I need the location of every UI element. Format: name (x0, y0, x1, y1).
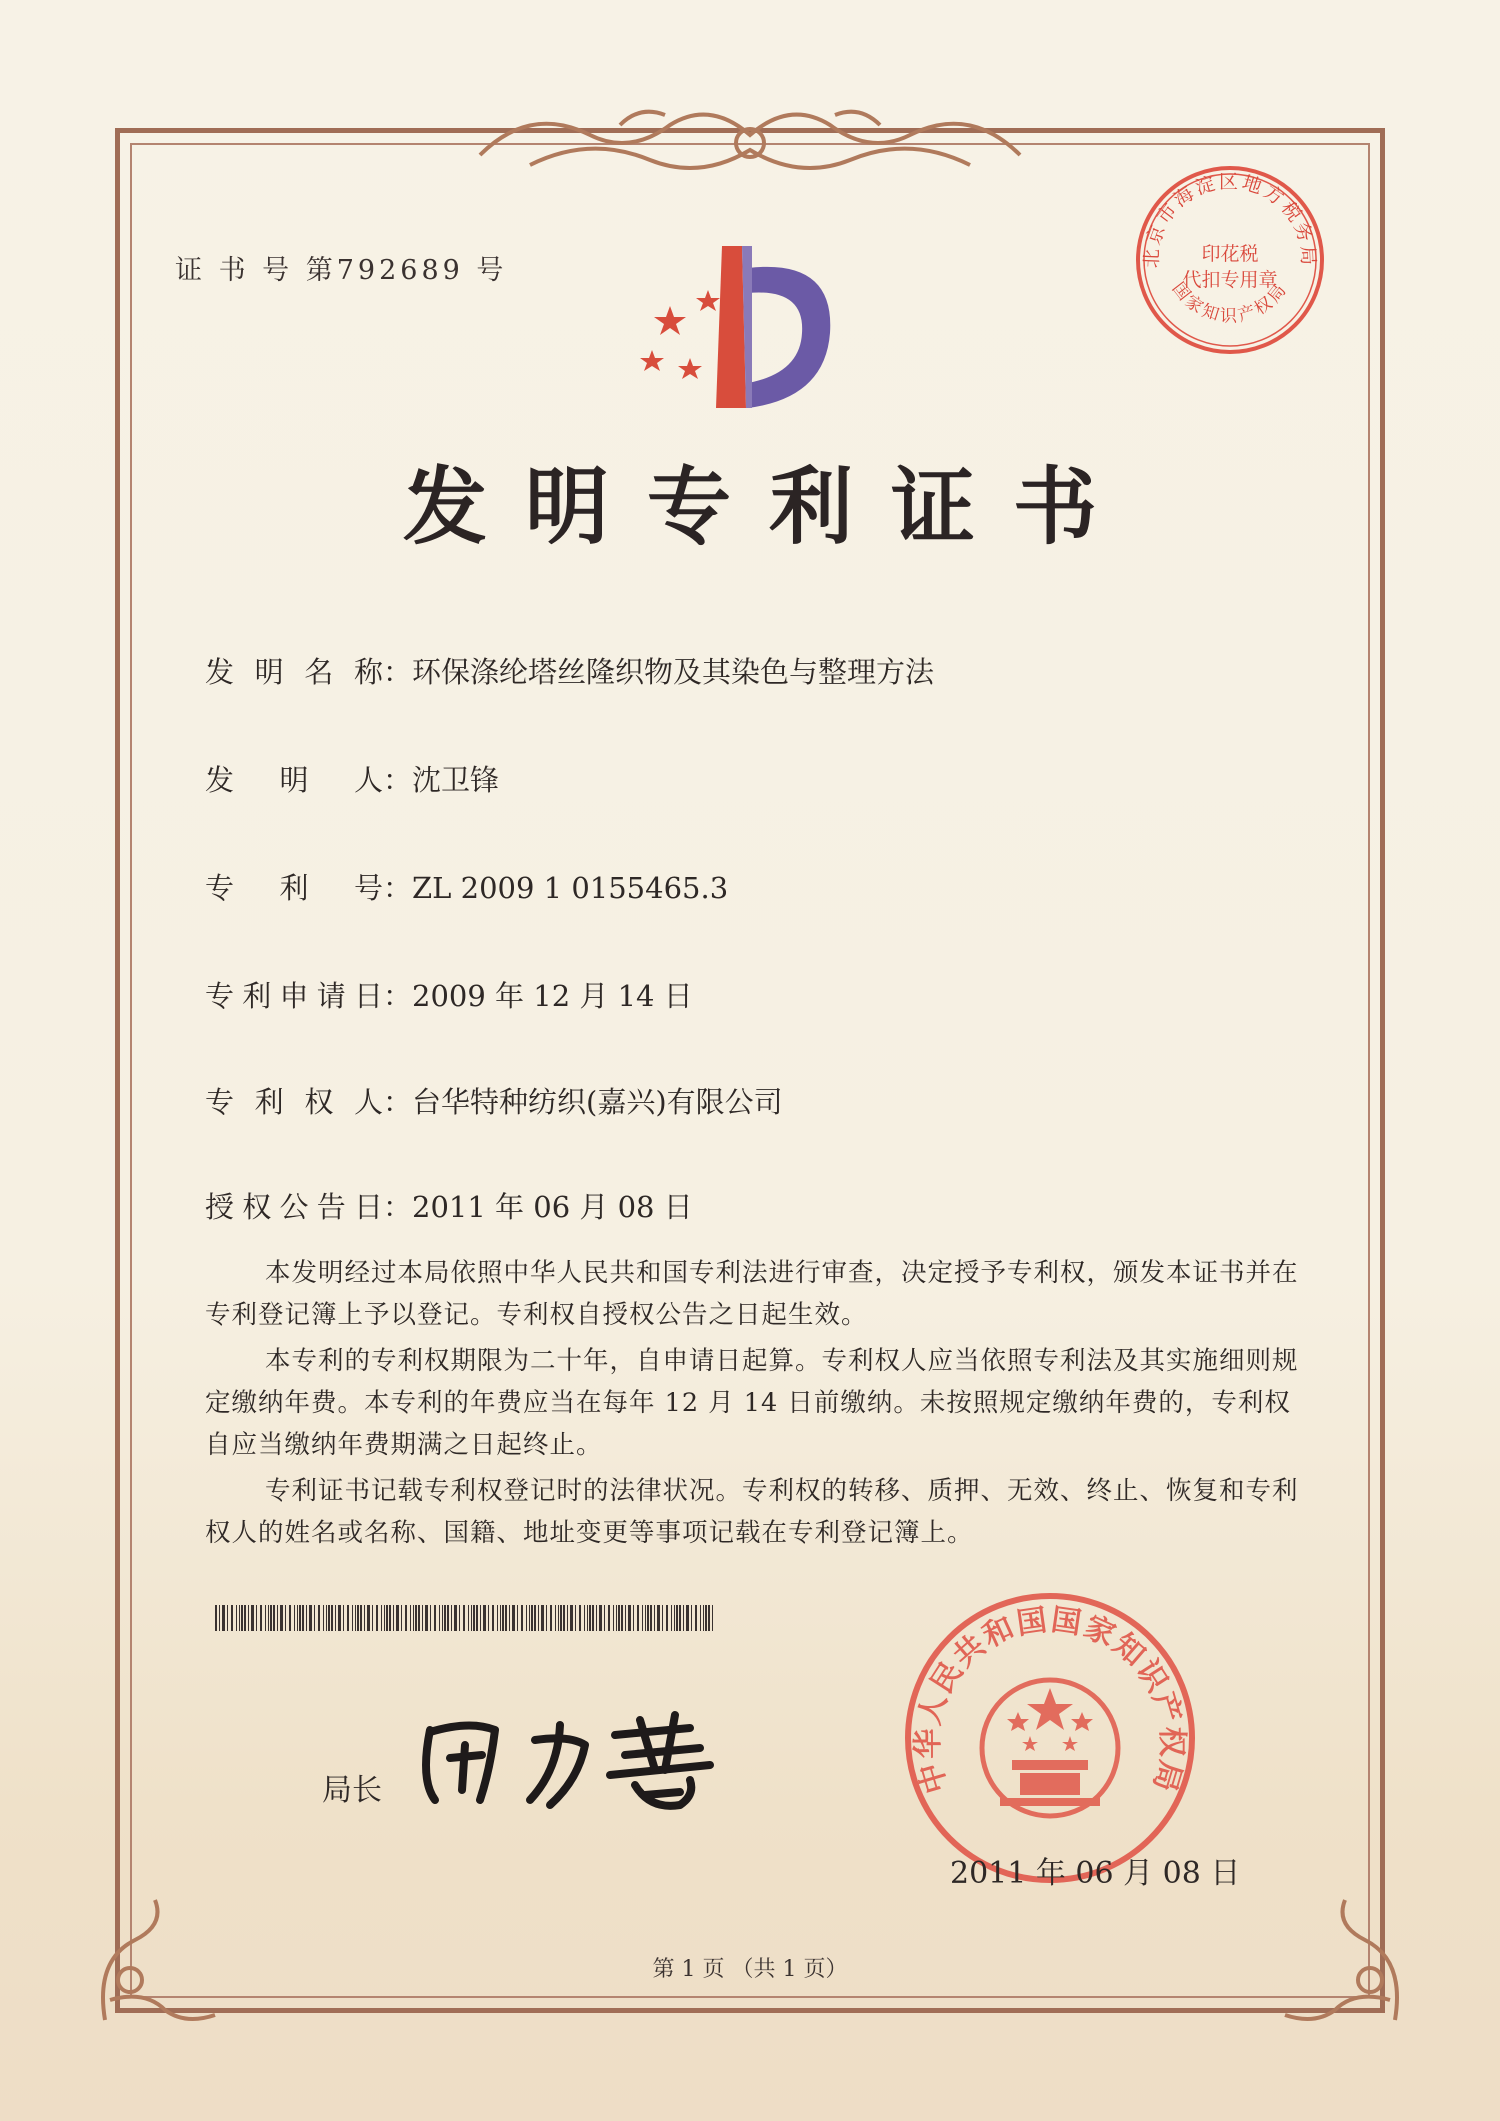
barcode-bar (422, 1605, 423, 1631)
barcode-bar (686, 1605, 689, 1631)
barcode-bar (347, 1605, 349, 1631)
barcode-bar (550, 1605, 552, 1631)
barcode-bar (227, 1605, 228, 1631)
tax-stamp-bottom-text: 国家知识产权局 (1167, 278, 1293, 327)
field-value: ZL 2009 1 0155465.3 (412, 871, 729, 905)
barcode-bar (376, 1605, 378, 1631)
barcode-bar (666, 1605, 668, 1631)
barcode-bar (531, 1605, 533, 1631)
barcode-bar (476, 1605, 478, 1631)
field-value: 环保涤纶塔丝隆织物及其染色与整理方法 (412, 655, 935, 689)
field-grant-date: 授权公告日：2011 年 06 月 08 日 (205, 1185, 693, 1226)
barcode-bar (517, 1605, 518, 1631)
barcode-bar (451, 1605, 452, 1631)
barcode-bar (405, 1605, 407, 1631)
page-number: 第 1 页 （共 1 页） (652, 1957, 848, 1982)
barcode-bar (497, 1605, 498, 1631)
barcode-bar (671, 1605, 672, 1631)
barcode-bar (215, 1605, 217, 1631)
barcode-bar (447, 1605, 449, 1631)
barcode-bar (529, 1605, 530, 1631)
barcode-bar (650, 1605, 652, 1631)
barcode-bar (418, 1605, 420, 1631)
barcode-bar (674, 1605, 675, 1631)
barcode-bar (326, 1605, 327, 1631)
barcode-bar (700, 1605, 701, 1631)
barcode-bar (683, 1605, 684, 1631)
barcode-bar (335, 1605, 336, 1631)
tax-stamp (1130, 160, 1330, 360)
barcode-bar (488, 1605, 489, 1631)
barcode-bar (454, 1605, 457, 1631)
barcode-bar (492, 1605, 494, 1631)
barcode-bar (596, 1605, 597, 1631)
barcode-bar (309, 1605, 312, 1631)
barcode-bar (625, 1605, 626, 1631)
barcode-bar (613, 1605, 614, 1631)
barcode-bar (657, 1605, 660, 1631)
barcode-bar (251, 1605, 254, 1631)
barcode-bar (268, 1605, 269, 1631)
field-label: 专利号 (205, 871, 383, 905)
paragraph-legal-status: 专利证书记载专利权登记时的法律状况。专利权的转移、质押、无效、终止、恢复和专利权人的姓名或名称、国籍、地址变更等事项记载在专利登记簿上。 (205, 1476, 1299, 1548)
barcode-bar (463, 1605, 465, 1631)
barcode-bar (541, 1605, 544, 1631)
barcode-bar (367, 1605, 370, 1631)
barcode-bar (244, 1605, 246, 1631)
barcode-bar (434, 1605, 436, 1631)
barcode-bar (248, 1605, 249, 1631)
barcode-bar (386, 1605, 388, 1631)
field-application-date: 专利申请日：2009 年 12 月 14 日 (205, 974, 693, 1015)
certificate-number: 证 书 号 第792689 号 (175, 255, 508, 286)
barcode-bar (219, 1605, 220, 1631)
barcode-bar (270, 1605, 272, 1631)
field-patentee: 专利权人：台华特种纺织(嘉兴)有限公司 (205, 1080, 783, 1121)
barcode-bar (384, 1605, 385, 1631)
barcode-bar (360, 1605, 362, 1631)
paragraph-grant: 本发明经过本局依照中华人民共和国专利法进行审查，决定授予专利权，颁发本证书并在专利登记簿上予以登记。专利权自授权公告之日起生效。 (205, 1258, 1299, 1330)
official-seal-text: 中华人民共和国国家知识产权局 (910, 1602, 1190, 1798)
barcode-bar (618, 1605, 620, 1631)
barcode-bar (280, 1605, 283, 1631)
barcode-bar (534, 1605, 536, 1631)
barcode-bar (587, 1605, 588, 1631)
barcode-bar (712, 1605, 713, 1631)
barcode-bar (691, 1605, 692, 1631)
barcode-bar (331, 1605, 333, 1631)
barcode-bar (616, 1605, 617, 1631)
barcode-bar (555, 1605, 556, 1631)
barcode-bar (355, 1605, 356, 1631)
certificate-title: 发明专利证书 (402, 457, 1135, 556)
barcode-bar (289, 1605, 291, 1631)
barcode-bar (502, 1605, 504, 1631)
field-label: 专利权人 (205, 1085, 383, 1119)
barcode-bar (413, 1605, 414, 1631)
barcode-bar (381, 1605, 382, 1631)
barcode-bar (526, 1605, 527, 1631)
barcode-bar (459, 1605, 460, 1631)
barcode-bar (425, 1605, 428, 1631)
barcode-bar (241, 1605, 243, 1631)
barcode-bar (430, 1605, 431, 1631)
barcode-bar (512, 1605, 515, 1631)
field-label: 发明人 (205, 763, 383, 797)
barcode-bar (471, 1605, 472, 1631)
tax-stamp-center-2: 代扣专用章 (1182, 269, 1278, 291)
barcode-bar (633, 1605, 634, 1631)
field-value: 沈卫锋 (412, 763, 500, 797)
barcode-bar (705, 1605, 707, 1631)
patent-office-logo (630, 238, 860, 428)
barcode-bar (509, 1605, 510, 1631)
barcode-bar (236, 1605, 237, 1631)
barcode-bar (260, 1605, 262, 1631)
barcode-bar (637, 1605, 639, 1631)
barcode-bar (302, 1605, 304, 1631)
barcode-bar (703, 1605, 704, 1631)
field-value: 2009 年 12 月 14 日 (412, 979, 693, 1013)
barcode-bar (444, 1605, 446, 1631)
barcode-bar (222, 1605, 225, 1631)
tax-stamp-ring-text: 北京市海淀区地方税务局 (1140, 171, 1320, 269)
field-label: 专利申请日 (205, 979, 383, 1013)
paragraph-term: 本专利的专利权期限为二十年，自申请日起算。专利权人应当依照专利法及其实施细则规定缴纳年费。本专利的年费应当在每年 12 月 14 日前缴纳。未按照规定缴纳年费的，专利权自应当缴纳年费期满之日起终止。 (205, 1346, 1299, 1460)
barcode-bar (560, 1605, 562, 1631)
field-label: 授权公告日 (205, 1190, 383, 1224)
barcode-bar (306, 1605, 307, 1631)
director-title: 局长 (322, 1773, 382, 1808)
barcode-bar (676, 1605, 678, 1631)
barcode-bar (563, 1605, 565, 1631)
barcode-bar (505, 1605, 507, 1631)
barcode-bar (273, 1605, 275, 1631)
barcode-bar (567, 1605, 568, 1631)
barcode-bar (621, 1605, 623, 1631)
barcode-bar (538, 1605, 539, 1631)
field-value: 2011 年 06 月 08 日 (412, 1190, 693, 1224)
barcode-bar (647, 1605, 649, 1631)
field-label: 发明名称 (205, 655, 383, 689)
barcode-bar (442, 1605, 443, 1631)
barcode-bar (393, 1605, 394, 1631)
barcode-bar (584, 1605, 585, 1631)
barcode-bar (297, 1605, 298, 1631)
barcode-bar (314, 1605, 315, 1631)
barcode-bar (323, 1605, 324, 1631)
barcode-bar (364, 1605, 365, 1631)
barcode-bar (558, 1605, 559, 1631)
barcode-bar (570, 1605, 573, 1631)
field-invention-name: 发明名称：环保涤纶塔丝隆织物及其染色与整理方法 (205, 650, 934, 691)
barcode-bar (480, 1605, 481, 1631)
barcode-bar (389, 1605, 391, 1631)
barcode-bar (473, 1605, 475, 1631)
barcode-bar (468, 1605, 469, 1631)
barcode-bar (654, 1605, 655, 1631)
barcode-bar (294, 1605, 295, 1631)
barcode-bar (396, 1605, 399, 1631)
barcode-bar (662, 1605, 663, 1631)
barcode-bar (695, 1605, 697, 1631)
barcode-bar (642, 1605, 643, 1631)
barcode-bar (439, 1605, 440, 1631)
barcode-bar (256, 1605, 257, 1631)
barcode-bar (401, 1605, 402, 1631)
barcode-bar (318, 1605, 320, 1631)
barcode-bar (521, 1605, 523, 1631)
barcode-bar (708, 1605, 710, 1631)
barcode-bar (500, 1605, 501, 1631)
tax-stamp-center-1: 印花税 (1201, 243, 1259, 265)
barcode-bar (372, 1605, 373, 1631)
barcode-bar (483, 1605, 486, 1631)
barcode-bar (679, 1605, 681, 1631)
barcode-bar (608, 1605, 610, 1631)
barcode (215, 1605, 715, 1631)
barcode-bar (265, 1605, 266, 1631)
barcode-bar (589, 1605, 591, 1631)
field-inventor: 发明人：沈卫锋 (205, 758, 499, 799)
barcode-bar (357, 1605, 359, 1631)
barcode-bar (239, 1605, 240, 1631)
barcode-bar (352, 1605, 353, 1631)
field-patent-number: 专利号：ZL 2009 1 0155465.3 (205, 866, 728, 907)
barcode-bar (579, 1605, 581, 1631)
barcode-bar (338, 1605, 341, 1631)
barcode-bar (277, 1605, 278, 1631)
barcode-bar (415, 1605, 417, 1631)
top-ornament (470, 95, 1030, 185)
barcode-bar (628, 1605, 631, 1631)
official-seal (900, 1588, 1200, 1888)
barcode-bar (231, 1605, 233, 1631)
director-signature (410, 1700, 740, 1820)
barcode-bar (343, 1605, 344, 1631)
barcode-bar (645, 1605, 646, 1631)
barcode-bar (604, 1605, 605, 1631)
barcode-bar (592, 1605, 594, 1631)
barcode-bar (285, 1605, 286, 1631)
barcode-bar (546, 1605, 547, 1631)
barcode-bar (410, 1605, 411, 1631)
barcode-bar (299, 1605, 301, 1631)
barcode-bar (328, 1605, 330, 1631)
barcode-bar (599, 1605, 602, 1631)
barcode-bar (575, 1605, 576, 1631)
field-value: 台华特种纺织(嘉兴)有限公司 (412, 1085, 783, 1119)
seal-date: 2011 年 06 月 08 日 (950, 1856, 1241, 1891)
